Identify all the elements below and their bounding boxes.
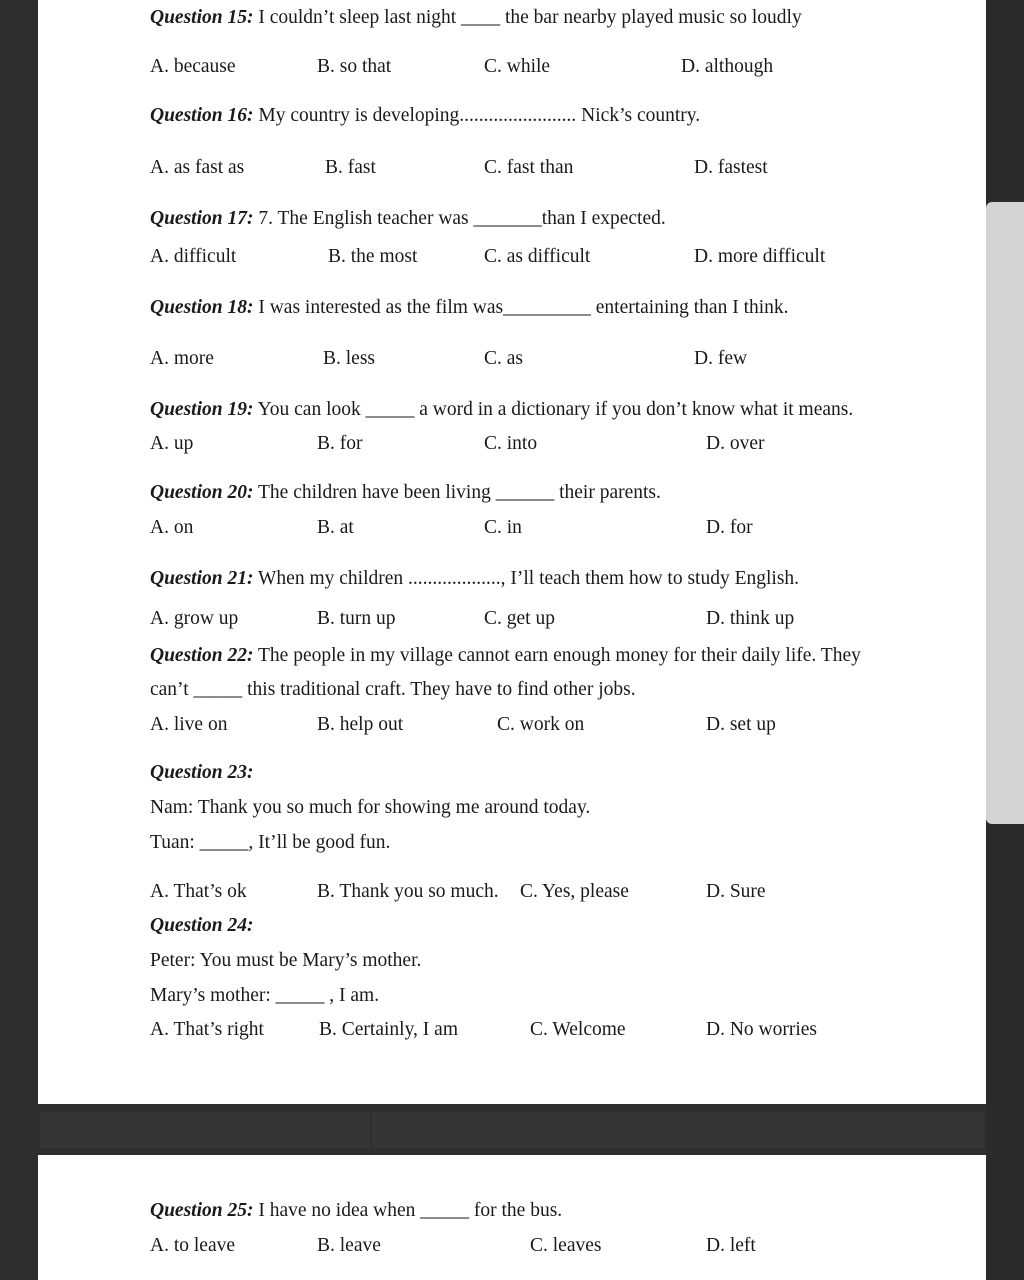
question-label: Question 16: [150, 105, 254, 126]
question-label: Question 17: [150, 208, 254, 229]
question-16 [150, 104, 700, 128]
background-blur [40, 1112, 370, 1148]
option-a[interactable]: A. on [150, 517, 194, 538]
option-a[interactable]: A. because [150, 56, 236, 77]
option-a[interactable]: A. more [150, 348, 214, 369]
scrollbar-thumb[interactable] [986, 202, 1024, 824]
question-text: My country is developing........................ Nick’s country. [258, 105, 701, 126]
option-a[interactable]: A. grow up [150, 608, 239, 629]
option-d[interactable]: D. No worries [706, 1019, 818, 1040]
question-25 [150, 1199, 562, 1223]
background-blur [372, 1112, 984, 1148]
question-22-continuation: can’t _____ this traditional craft. They have to find other jobs. [150, 679, 636, 700]
option-b[interactable]: B. less [323, 348, 376, 369]
option-a[interactable]: A. as fast as [150, 157, 245, 178]
question-22 [150, 644, 928, 668]
question-21 [150, 567, 799, 591]
option-b[interactable]: B. turn up [317, 608, 396, 629]
option-c[interactable]: C. fast than [484, 157, 574, 178]
option-d[interactable]: D. fastest [694, 157, 768, 178]
question-label: Question 18: [150, 297, 254, 318]
question-20 [150, 481, 661, 505]
left-background [0, 0, 38, 1280]
question-label: Question 21: [150, 568, 254, 589]
option-c[interactable]: C. while [484, 56, 551, 77]
option-d[interactable]: D. Sure [706, 881, 766, 902]
dialog-line: Tuan: _____, It’ll be good fun. [150, 832, 391, 853]
option-d[interactable]: D. more difficult [694, 246, 826, 267]
option-c[interactable]: C. as [484, 348, 523, 369]
question-label: Question 22: [150, 645, 254, 666]
dialog-line: Nam: Thank you so much for showing me around today. [150, 797, 591, 818]
option-b[interactable]: B. at [317, 517, 354, 538]
option-a[interactable]: A. That’s ok [150, 881, 247, 902]
question-text: I was interested as the film was_________ entertaining than I think. [258, 297, 789, 318]
option-d[interactable]: D. set up [706, 714, 776, 735]
option-b[interactable]: B. the most [328, 246, 418, 267]
question-18 [150, 296, 789, 320]
option-a[interactable]: A. difficult [150, 246, 237, 267]
option-c[interactable]: C. in [484, 517, 522, 538]
option-a[interactable]: A. That’s right [150, 1019, 264, 1040]
option-d[interactable]: D. few [694, 348, 748, 369]
question-label: Question 25: [150, 1200, 254, 1221]
option-b[interactable]: B. so that [317, 56, 392, 77]
question-19 [150, 398, 853, 422]
option-a[interactable]: A. to leave [150, 1235, 236, 1256]
question-label: Question 19: [150, 399, 254, 420]
option-b[interactable]: B. Thank you so much. [317, 881, 499, 902]
question-23 [150, 761, 253, 785]
question-text: I couldn’t sleep last night ____ the bar nearby played music so loudly [258, 7, 802, 28]
option-b[interactable]: B. for [317, 433, 363, 454]
question-text: 7. The English teacher was _______than I expected. [258, 208, 666, 229]
question-label: Question 20: [150, 482, 254, 503]
question-label: Question 15: [150, 7, 254, 28]
question-text: When my children ..................., I’ll teach them how to study English. [258, 568, 800, 589]
question-text: The people in my village cannot earn enough money for their daily life. They [258, 645, 861, 666]
question-label: Question 24: [150, 915, 254, 936]
option-c[interactable]: C. get up [484, 608, 555, 629]
option-c[interactable]: C. leaves [530, 1235, 602, 1256]
dialog-line: Peter: You must be Mary’s mother. [150, 950, 422, 971]
option-d[interactable]: D. over [706, 433, 765, 454]
option-c[interactable]: C. into [484, 433, 538, 454]
question-label: Question 23: [150, 762, 254, 783]
option-c[interactable]: C. Welcome [530, 1019, 626, 1040]
question-text: You can look _____ a word in a dictionary if you don’t know what it means. [257, 399, 854, 420]
option-d[interactable]: D. although [681, 56, 774, 77]
option-d[interactable]: D. think up [706, 608, 795, 629]
option-c[interactable]: C. Yes, please [520, 881, 629, 902]
option-b[interactable]: B. help out [317, 714, 404, 735]
dialog-line: Mary’s mother: _____ , I am. [150, 985, 380, 1006]
question-15 [150, 6, 802, 30]
option-c[interactable]: C. work on [497, 714, 585, 735]
option-b[interactable]: B. fast [325, 157, 376, 178]
option-d[interactable]: D. left [706, 1235, 756, 1256]
question-text: The children have been living ______ their parents. [258, 482, 661, 503]
option-c[interactable]: C. as difficult [484, 246, 591, 267]
option-d[interactable]: D. for [706, 517, 753, 538]
option-a[interactable]: A. up [150, 433, 194, 454]
option-b[interactable]: B. Certainly, I am [319, 1019, 458, 1040]
question-17 [150, 207, 666, 231]
question-text: I have no idea when _____ for the bus. [258, 1200, 563, 1221]
option-a[interactable]: A. live on [150, 714, 228, 735]
question-24 [150, 914, 253, 938]
option-b[interactable]: B. leave [317, 1235, 381, 1256]
